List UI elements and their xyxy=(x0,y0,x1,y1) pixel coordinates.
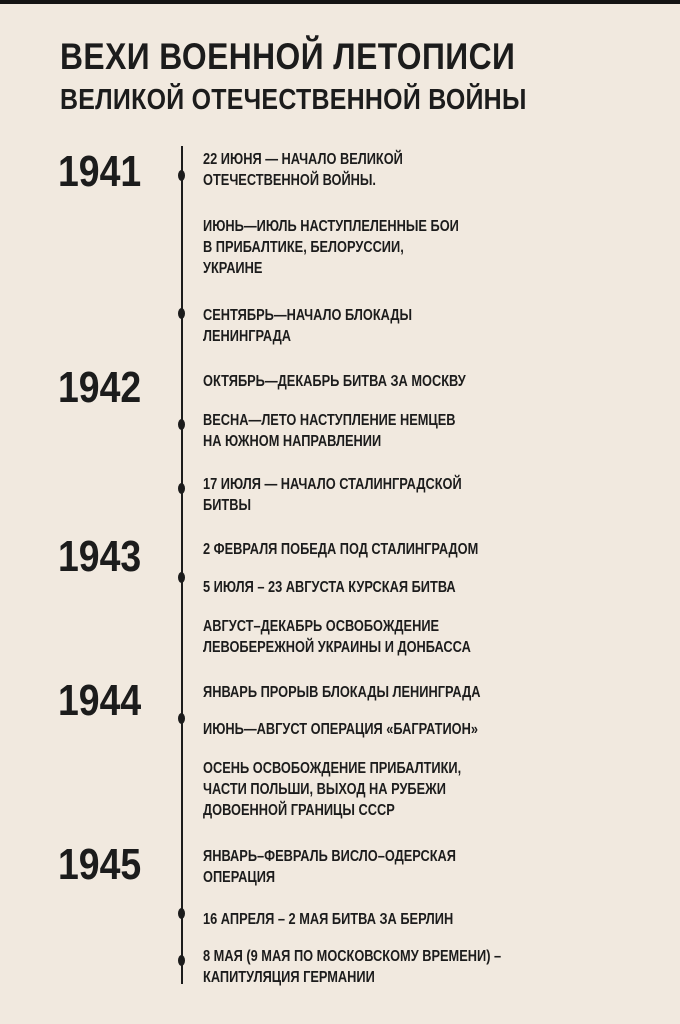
event-line: В ПРИБАЛТИКЕ, БЕЛОРУССИИ, xyxy=(203,239,404,256)
event-line: ЧАСТИ ПОЛЬШИ, ВЫХОД НА РУБЕЖИ xyxy=(203,781,446,798)
timeline-event xyxy=(203,577,456,598)
title-line-1: ВЕХИ ВОЕННОЙ ЛЕТОПИСИ xyxy=(60,36,516,77)
timeline-dot xyxy=(178,572,185,583)
timeline-line xyxy=(181,146,183,984)
event-line: ИЮНЬ—АВГУСТ ОПЕРАЦИЯ «БАГРАТИОН» xyxy=(203,721,478,738)
event-line: КАПИТУЛЯЦИЯ ГЕРМАНИИ xyxy=(203,969,375,986)
event-line: ОСЕНЬ ОСВОБОЖДЕНИЕ ПРИБАЛТИКИ, xyxy=(203,760,462,777)
event-line: УКРАИНЕ xyxy=(203,260,263,277)
timeline-dot xyxy=(178,419,185,430)
event-line: 22 ИЮНЯ — НАЧАЛО ВЕЛИКОЙ xyxy=(203,151,403,168)
event-line: ЯНВАРЬ ПРОРЫВ БЛОКАДЫ ЛЕНИНГРАДА xyxy=(203,684,481,701)
event-line: 5 ИЮЛЯ – 23 АВГУСТА КУРСКАЯ БИТВА xyxy=(203,579,456,596)
event-line: ОКТЯБРЬ—ДЕКАБРЬ БИТВА ЗА МОСКВУ xyxy=(203,373,466,390)
timeline-event xyxy=(203,371,466,392)
timeline-dot xyxy=(178,955,185,966)
timeline-event xyxy=(203,616,471,658)
event-line: ИЮНЬ—ИЮЛЬ НАСТУПЛЕЛЕННЫЕ БОИ xyxy=(203,218,459,235)
timeline-event xyxy=(203,539,478,560)
event-line: ОТЕЧЕСТВЕННОЙ ВОЙНЫ. xyxy=(203,172,376,189)
event-line: НА ЮЖНОМ НАПРАВЛЕНИИ xyxy=(203,433,382,450)
event-line: ЯНВАРЬ–ФЕВРАЛЬ ВИСЛО–ОДЕРСКАЯ xyxy=(203,848,456,865)
timeline-event xyxy=(203,149,403,191)
event-line: ВЕСНА—ЛЕТО НАСТУПЛЕНИЕ НЕМЦЕВ xyxy=(203,412,456,429)
timeline-event xyxy=(203,216,459,279)
year-label: 1943 xyxy=(58,532,142,581)
event-line: СЕНТЯБРЬ—НАЧАЛО БЛОКАДЫ xyxy=(203,307,413,324)
title-line-2: ВЕЛИКОЙ ОТЕЧЕСТВЕННОЙ ВОЙНЫ xyxy=(60,84,527,116)
event-line: ЛЕНИНГРАДА xyxy=(203,328,291,345)
event-line: БИТВЫ xyxy=(203,497,251,514)
timeline-event xyxy=(203,719,478,740)
event-line: ДОВОЕННОЙ ГРАНИЦЫ СССР xyxy=(203,802,395,819)
timeline-event xyxy=(203,909,453,930)
event-line: АВГУСТ–ДЕКАБРЬ ОСВОБОЖДЕНИЕ xyxy=(203,618,440,635)
timeline-event xyxy=(203,410,456,452)
timeline-event xyxy=(203,305,412,347)
year-label: 1941 xyxy=(58,147,142,196)
timeline-event xyxy=(203,946,501,988)
event-line: 17 ИЮЛЯ — НАЧАЛО СТАЛИНГРАДСКОЙ xyxy=(203,476,462,493)
timeline-event xyxy=(203,758,461,821)
year-label: 1944 xyxy=(58,676,142,725)
timeline-event xyxy=(203,682,481,703)
event-line: ОПЕРАЦИЯ xyxy=(203,869,276,886)
event-line: ЛЕВОБЕРЕЖНОЙ УКРАИНЫ И ДОНБАССА xyxy=(203,639,471,656)
timeline-event xyxy=(203,474,462,516)
event-line: 8 МАЯ (9 МАЯ ПО МОСКОВСКОМУ ВРЕМЕНИ) – xyxy=(203,948,502,965)
timeline-dot xyxy=(178,713,185,724)
year-label: 1945 xyxy=(58,840,142,889)
event-line: 16 АПРЕЛЯ – 2 МАЯ БИТВА ЗА БЕРЛИН xyxy=(203,911,454,928)
timeline-dot xyxy=(178,308,185,319)
timeline-dot xyxy=(178,908,185,919)
event-line: 2 ФЕВРАЛЯ ПОБЕДА ПОД СТАЛИНГРАДОМ xyxy=(203,541,479,558)
timeline-event xyxy=(203,846,456,888)
year-label: 1942 xyxy=(58,363,142,412)
timeline-dot xyxy=(178,483,185,494)
timeline-dot xyxy=(178,170,185,181)
top-border xyxy=(0,0,680,4)
